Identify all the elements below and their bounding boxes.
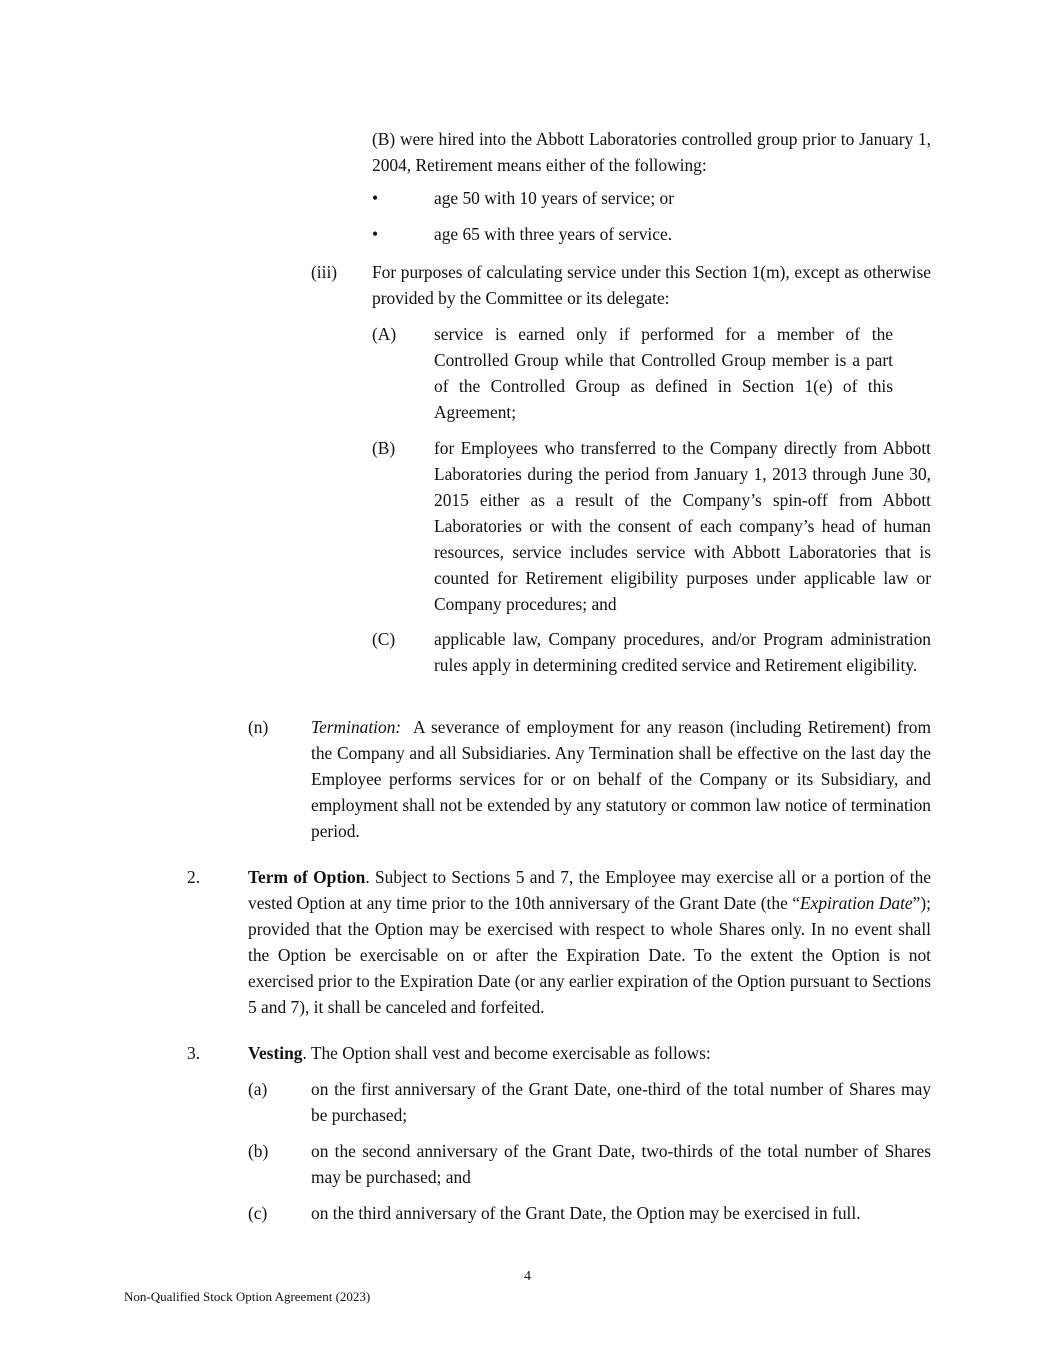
section-iii — [311, 259, 931, 311]
page-number: 4 — [524, 1269, 531, 1284]
section-2-text-b: ”); provided that the Option may be exercised with respect to whole Shares only. In no event shall the Option be exercisable on or after the Expiration Date. To the extent the Option is not exercised prior to the Expiration Date (or any earlier expiration of the Option pursuant to Sections 5 and 7), it shall be canceled and forfeited. — [248, 893, 931, 1017]
bullet-icon: • — [372, 224, 379, 244]
section-2-text-a: . Subject to Sections 5 and 7, the Employee may exercise all or a portion of the vested Option at any time prior to the 10th anniversary of the Grant Date (the “ — [248, 867, 931, 913]
item-text: on the second anniversary of the Grant Date, two-thirds of the total number of Shares may be purchased; and — [311, 1141, 931, 1187]
section-iii-text: For purposes of calculating service under this Section 1(m), except as otherwise provided by the Committee or its delegate: — [372, 262, 931, 308]
section-2-heading: Term of Option — [248, 867, 366, 887]
section-3-number: 3. — [187, 1043, 201, 1063]
item-label: (c) — [248, 1203, 268, 1223]
section-iii-label: (iii) — [311, 262, 338, 282]
item-text: on the third anniversary of the Grant Date, the Option may be exercised in full. — [311, 1203, 861, 1223]
expiration-date-term: Expiration Date — [799, 893, 913, 913]
vesting-item-a — [248, 1076, 931, 1128]
item-label: (A) — [372, 324, 397, 344]
item-text: service is earned only if performed for a member of the Controlled Group while that Controlled Group member is a part of the Controlled Group as defined in Section 1(e) of this Agreement; — [434, 324, 893, 422]
termination-term: Termination: — [311, 717, 402, 737]
section-iii-item-c — [372, 626, 931, 678]
bullet-text: age 65 with three years of service. — [434, 224, 673, 244]
item-text: applicable law, Company procedures, and/or Program administration rules apply in determining credited service and Retirement eligibility. — [434, 629, 931, 675]
retirement-b-text: (B) were hired into the Abbott Laboratories controlled group prior to January 1, 2004, Retirement means either of the following: — [372, 129, 931, 175]
section-2-paragraph — [248, 864, 931, 1020]
section-n-text: A severance of employment for any reason (including Retirement) from the Company and all Subsidiaries. Any Termination shall be effective on the last day the Employee performs services for or on behalf of the Company or its Subsidiary, and employment shall not be extended by any statutory or common law notice of termination period. — [311, 717, 931, 841]
section-2 — [187, 864, 931, 1020]
document-title: Non-Qualified Stock Option Agreement (2023) — [124, 1289, 371, 1304]
bullet-text: age 50 with 10 years of service; or — [434, 188, 675, 208]
item-label: (C) — [372, 629, 396, 649]
section-3-text: . The Option shall vest and become exercisable as follows: — [302, 1043, 711, 1063]
section-2-number: 2. — [187, 867, 201, 887]
bullet-icon: • — [372, 188, 379, 208]
section-n-paragraph — [311, 714, 931, 844]
bullet-item — [372, 221, 931, 247]
section-n-label: (n) — [248, 717, 269, 737]
item-text: for Employees who transferred to the Company directly from Abbott Laboratories during the period from January 1, 2013 through June 30, 2015 either as a result of the Company’s spin-off from Abbott Laboratories or with the consent of each company’s head of human resources, service includes service with Abbott Laboratories that is counted for Retirement eligibility purposes under applicable law or Company procedures; and — [434, 438, 931, 614]
item-label: (b) — [248, 1141, 269, 1161]
section-iii-item-a — [372, 321, 893, 425]
item-label: (a) — [248, 1079, 268, 1099]
vesting-item-c — [248, 1200, 931, 1226]
section-n — [248, 714, 931, 844]
section-3 — [187, 1040, 931, 1066]
vesting-item-b — [248, 1138, 931, 1190]
section-iii-item-b — [372, 435, 931, 617]
section-3-paragraph — [248, 1040, 931, 1066]
section-3-heading: Vesting — [248, 1043, 303, 1063]
item-text: on the first anniversary of the Grant Date, one-third of the total number of Shares may be purchased; — [311, 1079, 931, 1125]
item-label: (B) — [372, 438, 396, 458]
bullet-item — [372, 185, 931, 211]
retirement-b-paragraph — [372, 126, 931, 178]
